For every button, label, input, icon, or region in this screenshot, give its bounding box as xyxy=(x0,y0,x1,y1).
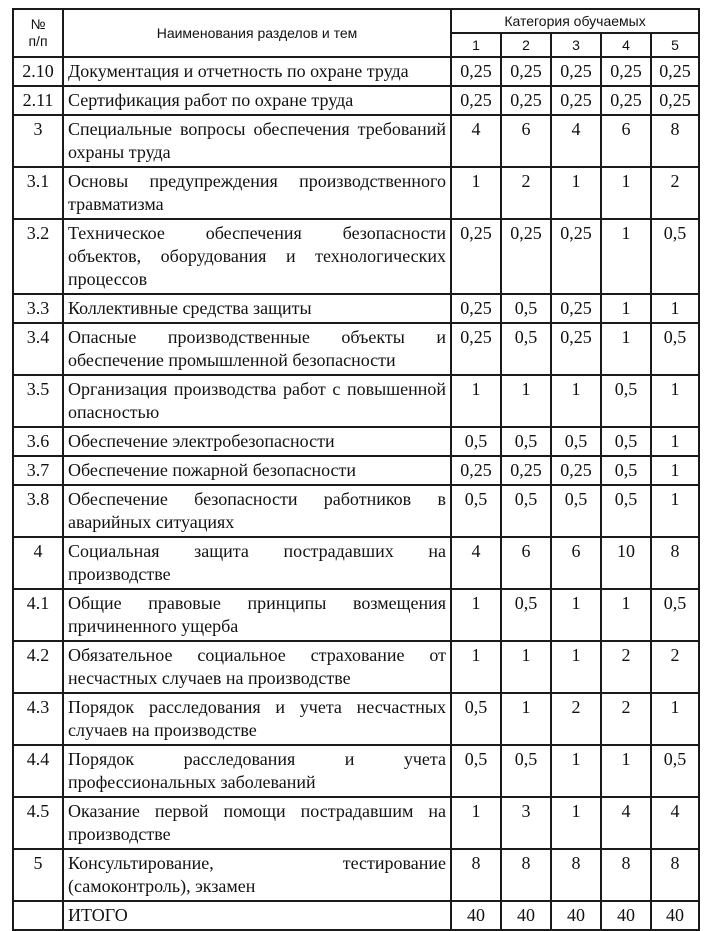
row-value-category-4: 0,5 xyxy=(601,375,651,427)
row-value-category-5: 0,25 xyxy=(651,57,699,86)
row-value-category-3: 1 xyxy=(551,641,601,693)
header-category: Категория обучаемых xyxy=(451,9,699,33)
table-row xyxy=(13,537,699,589)
header-row xyxy=(13,9,699,33)
row-title: ИТОГО xyxy=(63,901,451,930)
table-row xyxy=(13,901,699,930)
row-value-category-1: 1 xyxy=(451,641,501,693)
row-title: Оказание первой помощи пострадавшим на производстве xyxy=(63,797,451,849)
row-value-category-1: 8 xyxy=(451,849,501,901)
row-value-category-1: 4 xyxy=(451,537,501,589)
table-row xyxy=(13,797,699,849)
row-value-category-3: 1 xyxy=(551,589,601,641)
row-title: Социальная защита пострадавших на производстве xyxy=(63,537,451,589)
table-row xyxy=(13,323,699,375)
row-value-category-5: 0,5 xyxy=(651,219,699,294)
table-row xyxy=(13,641,699,693)
row-value-category-5: 2 xyxy=(651,167,699,219)
table-row xyxy=(13,485,699,537)
row-title: Обеспечение электробезопасности xyxy=(63,427,451,456)
table-row xyxy=(13,115,699,167)
row-value-category-2: 3 xyxy=(501,797,551,849)
row-value-category-4: 0,5 xyxy=(601,427,651,456)
row-value-category-1: 0,25 xyxy=(451,219,501,294)
row-title: Порядок расследования и учета профессиональных заболеваний xyxy=(63,745,451,797)
row-value-category-1: 0,5 xyxy=(451,745,501,797)
row-value-category-5: 1 xyxy=(651,294,699,323)
table-row xyxy=(13,375,699,427)
row-title: Коллективные средства защиты xyxy=(63,294,451,323)
row-value-category-2: 1 xyxy=(501,693,551,745)
row-number: 3.4 xyxy=(13,323,63,375)
row-value-category-1: 0,5 xyxy=(451,485,501,537)
row-value-category-1: 0,25 xyxy=(451,57,501,86)
row-value-category-3: 0,5 xyxy=(551,427,601,456)
row-value-category-1: 0,5 xyxy=(451,693,501,745)
row-value-category-5: 1 xyxy=(651,456,699,485)
row-value-category-3: 0,25 xyxy=(551,456,601,485)
row-value-category-5: 8 xyxy=(651,537,699,589)
row-value-category-3: 6 xyxy=(551,537,601,589)
header-category-3: 3 xyxy=(551,33,601,57)
row-value-category-3: 0,25 xyxy=(551,86,601,115)
row-value-category-1: 0,25 xyxy=(451,323,501,375)
row-value-category-1: 0,25 xyxy=(451,456,501,485)
row-value-category-3: 1 xyxy=(551,167,601,219)
row-value-category-2: 6 xyxy=(501,115,551,167)
row-number: 4.4 xyxy=(13,745,63,797)
row-value-category-1: 1 xyxy=(451,375,501,427)
row-value-category-3: 40 xyxy=(551,901,601,930)
row-value-category-1: 0,25 xyxy=(451,294,501,323)
table-row xyxy=(13,167,699,219)
header-category-2: 2 xyxy=(501,33,551,57)
row-title: Консультирование, тестирование (самоконтроль), экзамен xyxy=(63,849,451,901)
row-number: 3.1 xyxy=(13,167,63,219)
row-value-category-2: 0,5 xyxy=(501,427,551,456)
table-row xyxy=(13,427,699,456)
row-value-category-5: 0,5 xyxy=(651,745,699,797)
row-title: Общие правовые принципы возмещения причиненного ущерба xyxy=(63,589,451,641)
row-number xyxy=(13,901,63,930)
row-value-category-1: 4 xyxy=(451,115,501,167)
row-value-category-2: 0,5 xyxy=(501,294,551,323)
header-category-1: 1 xyxy=(451,33,501,57)
header-title: Наименования разделов и тем xyxy=(63,9,451,57)
row-value-category-5: 1 xyxy=(651,485,699,537)
row-value-category-3: 4 xyxy=(551,115,601,167)
row-value-category-1: 0,25 xyxy=(451,86,501,115)
row-title: Техническое обеспечения безопасности объектов, оборудования и технологических процессов xyxy=(63,219,451,294)
row-value-category-5: 0,5 xyxy=(651,323,699,375)
row-value-category-4: 10 xyxy=(601,537,651,589)
row-value-category-3: 0,25 xyxy=(551,323,601,375)
row-value-category-4: 1 xyxy=(601,589,651,641)
row-value-category-5: 2 xyxy=(651,641,699,693)
row-value-category-4: 1 xyxy=(601,323,651,375)
row-value-category-5: 4 xyxy=(651,797,699,849)
table-row xyxy=(13,86,699,115)
curriculum-table-container xyxy=(12,8,700,931)
row-value-category-3: 0,5 xyxy=(551,485,601,537)
row-value-category-3: 8 xyxy=(551,849,601,901)
row-value-category-1: 40 xyxy=(451,901,501,930)
row-value-category-2: 6 xyxy=(501,537,551,589)
row-title: Специальные вопросы обеспечения требований охраны труда xyxy=(63,115,451,167)
row-value-category-2: 0,25 xyxy=(501,456,551,485)
row-number: 4.3 xyxy=(13,693,63,745)
row-title: Порядок расследования и учета несчастных случаев на производстве xyxy=(63,693,451,745)
row-value-category-3: 1 xyxy=(551,375,601,427)
row-number: 3.5 xyxy=(13,375,63,427)
header-category-5: 5 xyxy=(651,33,699,57)
row-title: Опасные производственные объекты и обеспечение промышленной безопасности xyxy=(63,323,451,375)
row-value-category-4: 40 xyxy=(601,901,651,930)
row-value-category-4: 0,25 xyxy=(601,86,651,115)
row-value-category-2: 0,5 xyxy=(501,589,551,641)
row-value-category-3: 1 xyxy=(551,745,601,797)
row-title: Основы предупреждения производственного травматизма xyxy=(63,167,451,219)
row-value-category-2: 0,25 xyxy=(501,57,551,86)
row-value-category-5: 8 xyxy=(651,849,699,901)
row-value-category-2: 40 xyxy=(501,901,551,930)
row-value-category-2: 2 xyxy=(501,167,551,219)
row-value-category-5: 0,25 xyxy=(651,86,699,115)
row-value-category-2: 0,25 xyxy=(501,219,551,294)
row-number: 4.2 xyxy=(13,641,63,693)
row-value-category-4: 1 xyxy=(601,167,651,219)
row-title: Обеспечение безопасности работников в аварийных ситуациях xyxy=(63,485,451,537)
row-value-category-3: 1 xyxy=(551,797,601,849)
row-value-category-4: 4 xyxy=(601,797,651,849)
row-title: Организация производства работ с повышенной опасностью xyxy=(63,375,451,427)
table-row xyxy=(13,219,699,294)
row-value-category-1: 1 xyxy=(451,167,501,219)
row-number: 3.6 xyxy=(13,427,63,456)
row-number: 3.8 xyxy=(13,485,63,537)
row-value-category-2: 8 xyxy=(501,849,551,901)
row-value-category-4: 6 xyxy=(601,115,651,167)
row-number: 4.5 xyxy=(13,797,63,849)
row-value-category-5: 40 xyxy=(651,901,699,930)
table-row xyxy=(13,294,699,323)
header-num: № п/п xyxy=(13,9,63,57)
row-value-category-4: 0,5 xyxy=(601,485,651,537)
row-number: 3.2 xyxy=(13,219,63,294)
row-value-category-3: 0,25 xyxy=(551,294,601,323)
row-value-category-3: 0,25 xyxy=(551,57,601,86)
row-value-category-4: 1 xyxy=(601,219,651,294)
row-value-category-4: 2 xyxy=(601,693,651,745)
row-value-category-5: 1 xyxy=(651,375,699,427)
row-title: Сертификация работ по охране труда xyxy=(63,86,451,115)
row-number: 3 xyxy=(13,115,63,167)
row-value-category-3: 0,25 xyxy=(551,219,601,294)
table-row xyxy=(13,456,699,485)
row-value-category-1: 1 xyxy=(451,589,501,641)
header-category-4: 4 xyxy=(601,33,651,57)
table-row xyxy=(13,745,699,797)
row-value-category-5: 1 xyxy=(651,693,699,745)
row-number: 5 xyxy=(13,849,63,901)
table-row xyxy=(13,849,699,901)
row-value-category-2: 1 xyxy=(501,375,551,427)
row-value-category-3: 2 xyxy=(551,693,601,745)
row-number: 4 xyxy=(13,537,63,589)
row-number: 4.1 xyxy=(13,589,63,641)
row-value-category-5: 1 xyxy=(651,427,699,456)
table-row xyxy=(13,693,699,745)
row-value-category-2: 0,5 xyxy=(501,745,551,797)
row-title: Обеспечение пожарной безопасности xyxy=(63,456,451,485)
row-value-category-4: 1 xyxy=(601,294,651,323)
table-row xyxy=(13,57,699,86)
row-value-category-2: 0,25 xyxy=(501,86,551,115)
row-value-category-1: 1 xyxy=(451,797,501,849)
row-number: 2.10 xyxy=(13,57,63,86)
row-number: 3.7 xyxy=(13,456,63,485)
row-value-category-2: 0,5 xyxy=(501,323,551,375)
row-value-category-4: 0,25 xyxy=(601,57,651,86)
row-value-category-1: 0,5 xyxy=(451,427,501,456)
row-value-category-4: 0,5 xyxy=(601,456,651,485)
table-body xyxy=(13,57,699,930)
row-value-category-4: 1 xyxy=(601,745,651,797)
row-title: Обязательное социальное страхование от несчастных случаев на производстве xyxy=(63,641,451,693)
curriculum-table xyxy=(12,8,700,931)
row-value-category-4: 2 xyxy=(601,641,651,693)
row-number: 3.3 xyxy=(13,294,63,323)
row-value-category-5: 0,5 xyxy=(651,589,699,641)
row-value-category-2: 0,5 xyxy=(501,485,551,537)
row-title: Документация и отчетность по охране труда xyxy=(63,57,451,86)
table-row xyxy=(13,589,699,641)
row-number: 2.11 xyxy=(13,86,63,115)
row-value-category-2: 1 xyxy=(501,641,551,693)
row-value-category-5: 8 xyxy=(651,115,699,167)
row-value-category-4: 8 xyxy=(601,849,651,901)
